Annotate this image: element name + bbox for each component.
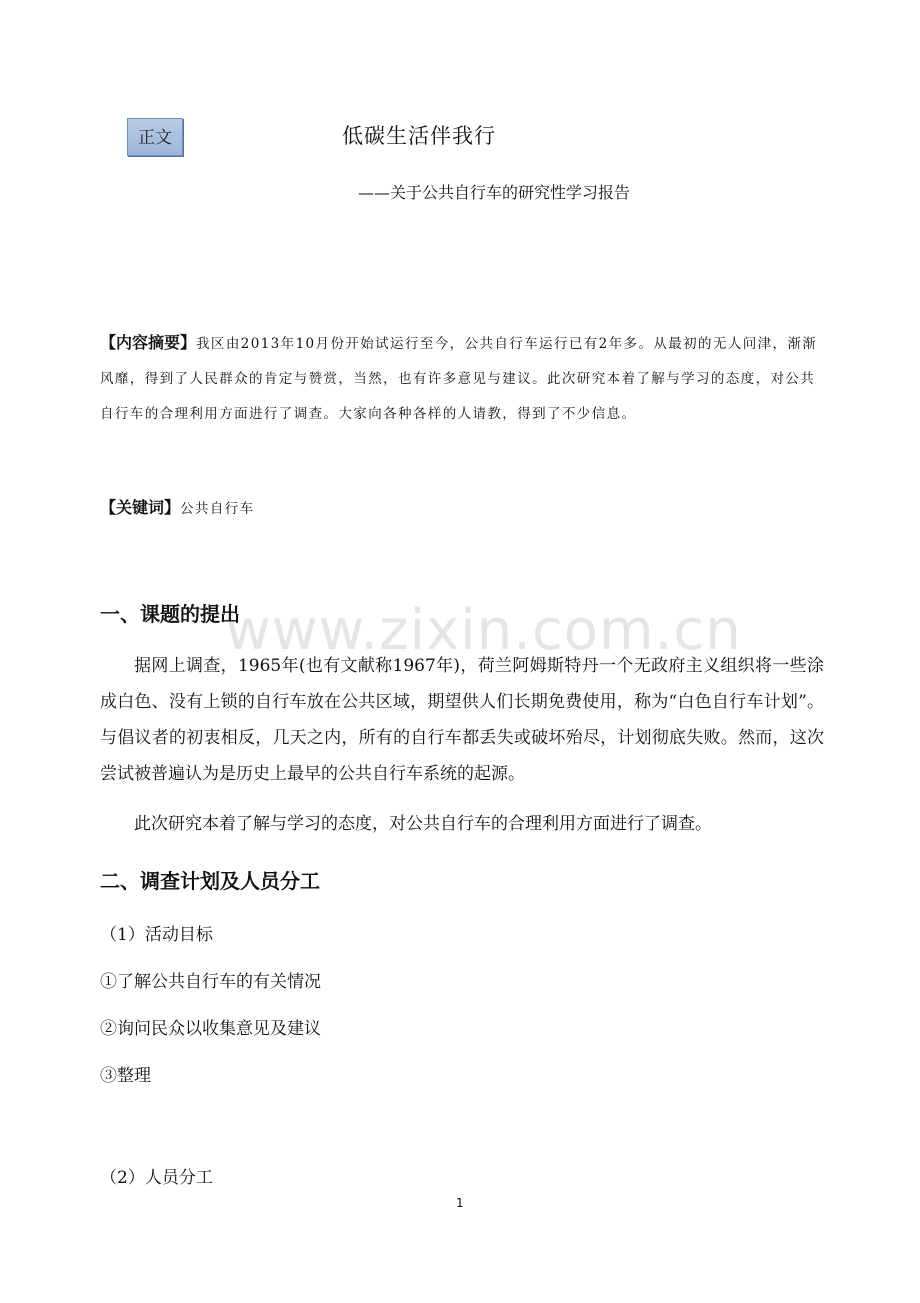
goal-1: ①了解公共自行车的有关情况 xyxy=(100,972,321,992)
section2-heading: 二、调查计划及人员分工 xyxy=(100,869,320,893)
section1-paragraph-2: 此次研究本着了解与学习的态度，对公共自行车的合理利用方面进行了调查。 xyxy=(134,814,712,834)
staff-division-item: （2）人员分工 xyxy=(100,1168,213,1188)
abstract-text: 我区由2013年10月份开始试运行至今，公共自行车运行已有2年多。从最初的无人问津，渐渐风靡，得到了人民群众的肯定与赞赏，当然，也有许多意见与建议。此次研究本着了解与学习的态度，对公共自行车的合理利用方面进行了调查。大家向各种各样的人请教，得到了不少信息。 xyxy=(100,336,818,422)
section1-heading: 一、课题的提出 xyxy=(100,602,240,626)
abstract xyxy=(100,325,820,432)
keywords-text: 公共自行车 xyxy=(180,501,255,517)
activity-goal-item: （1）活动目标 xyxy=(100,925,213,945)
watermark: www.zixin.com.cn xyxy=(225,598,742,663)
document-subtitle: ——关于公共自行车的研究性学习报告 xyxy=(358,183,631,202)
section1-paragraph-1: 据网上调查，1965年(也有文献称1967年)，荷兰阿姆斯特丹一个无政府主义组织将一些涂成白色、没有上锁的自行车放在公共区域，期望供人们长期免费使用，称为“白色自行车计划”。与倡议者的初衷相反，几天之内，所有的自行车都丢失或破坏殆尽，计划彻底失败。然而，这次尝试被普遍认为是历史上最早的公共自行车系统的起源。 xyxy=(100,656,824,784)
goal-3: ③整理 xyxy=(100,1066,151,1086)
document-title: 低碳生活伴我行 xyxy=(342,124,496,148)
abstract-label: 【内容摘要】 xyxy=(100,333,197,352)
page-number: 1 xyxy=(456,1196,464,1210)
text-tag-box: 正文 xyxy=(127,118,183,156)
keywords-label: 【关键词】 xyxy=(100,498,181,517)
keywords xyxy=(100,495,255,522)
goal-2: ②询问民众以收集意见及建议 xyxy=(100,1019,321,1039)
